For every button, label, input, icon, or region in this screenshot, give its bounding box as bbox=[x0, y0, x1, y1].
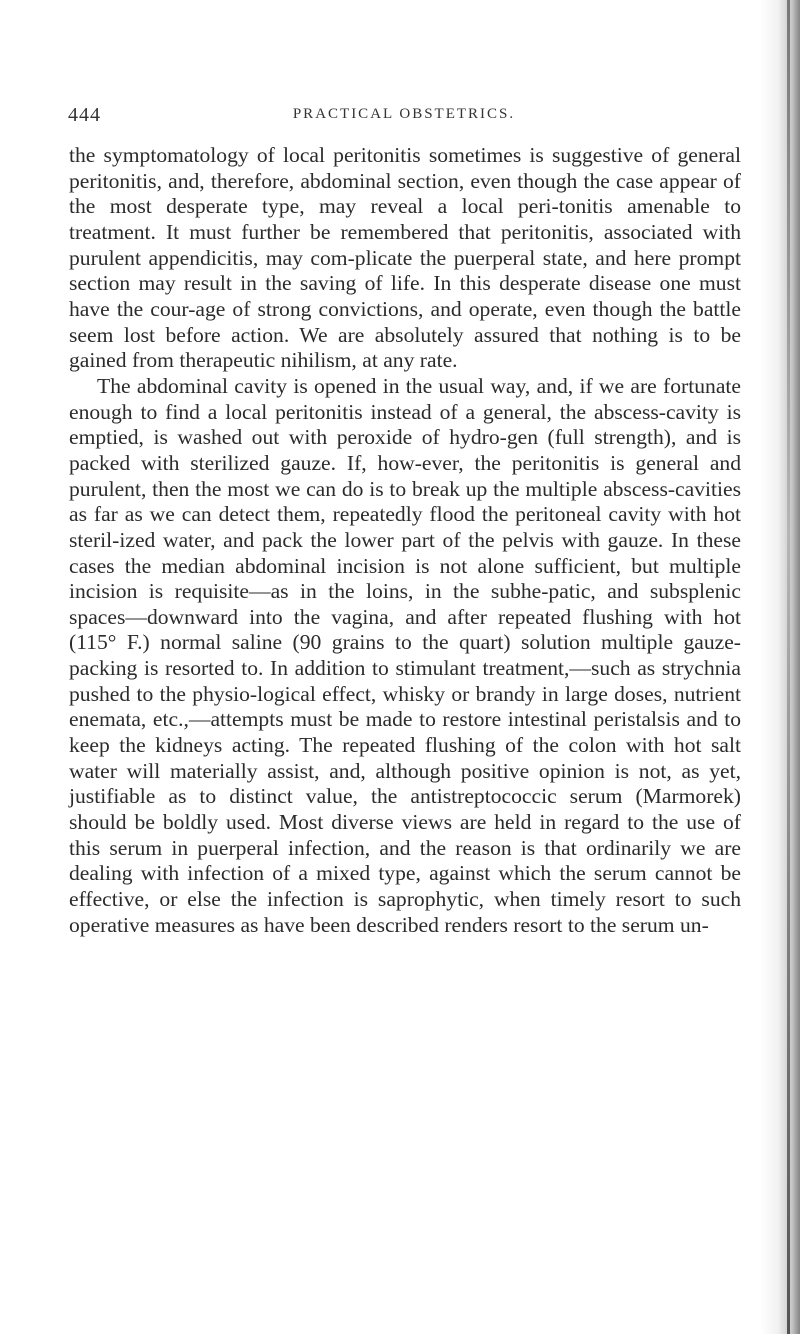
body-text bbox=[69, 143, 741, 938]
paragraph-abdominal-cavity: The abdominal cavity is opened in the usual way, and, if we are fortunate enough to find a local peritonitis instead of a general, the abscess-cavity is emptied, is washed out with peroxide of hydro-gen (full strength), and is packed with sterilized gauze. If, how-ever, the peritonitis is general and purulent, then the most we can do is to break up the multiple abscess-cavities as far as we can detect them, repeatedly flood the peritoneal cavity with hot steril-ized water, and pack the lower part of the pelvis with gauze. In these cases the median abdominal incision is not alone sufficient, but multiple incision is requisite—as in the loins, in the subhe-patic, and subsplenic spaces—downward into the vagina, and after repeated flushing with hot (115° F.) normal saline (90 grains to the quart) solution multiple gauze-packing is resorted to. In addition to stimulant treatment,—such as strychnia pushed to the physio-logical effect, whisky or brandy in large doses, nutrient enemata, etc.,—attempts must be made to restore intestinal peristalsis and to keep the kidneys acting. The repeated flushing of the colon with hot salt water will materially assist, and, although positive opinion is not, as yet, justifiable as to distinct value, the antistreptococcic serum (Marmorek) should be boldly used. Most diverse views are held in regard to the use of this serum in puerperal infection, and the reason is that ordinarily we are dealing with infection of a mixed type, against which the serum cannot be effective, or else the infection is saprophytic, when timely resort to such operative measures as have been described renders resort to the serum un- bbox=[69, 373, 741, 937]
page-edge-shadow bbox=[760, 0, 800, 1334]
paragraph-continued: the symptomatology of local peritonitis sometimes is suggestive of general peritonitis, and, therefore, abdominal section, even though the case appear of the most desperate type, may reveal a local peri-tonitis amenable to treatment. It must further be remembered that peritonitis, associated with purulent appendicitis, may com-plicate the puerperal state, and here prompt section may result in the saving of life. In this desperate disease one must have the cour-age of strong convictions, and operate, even though the battle seem lost before action. We are absolutely assured that nothing is to be gained from therapeutic nihilism, at any rate. bbox=[69, 143, 741, 373]
page-header bbox=[68, 104, 740, 130]
running-head: PRACTICAL OBSTETRICS. bbox=[292, 106, 516, 122]
page-number: 444 bbox=[68, 104, 101, 126]
page-edge-line bbox=[787, 0, 790, 1334]
